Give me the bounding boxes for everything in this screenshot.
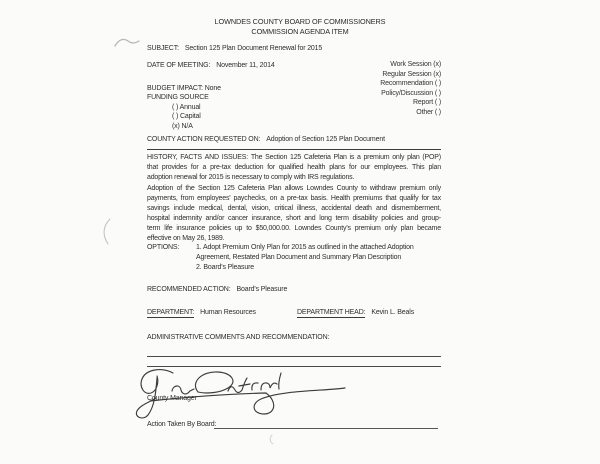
- funding-option-na: (x) N/A: [172, 122, 193, 130]
- subject-row: [147, 44, 322, 54]
- comment-blank-line-1: [147, 356, 441, 357]
- paragraph-line: Adoption of the Section 125 Cafeteria Plan allows Lowndes County to withdraw premium only: [147, 185, 441, 192]
- adoption-paragraph: [147, 184, 441, 244]
- department-value: Human Resources: [200, 309, 256, 316]
- budget-section: [147, 84, 221, 131]
- county-manager-title: County Manager: [147, 395, 197, 402]
- session-option-work: Work Session (x): [390, 61, 441, 68]
- option-line: Agreement, Restated Plan Document and Summary Plan Description: [196, 254, 402, 261]
- pen-mark-top: [114, 37, 140, 49]
- department-head-label: DEPARTMENT HEAD:: [297, 309, 366, 316]
- options-section: [147, 243, 441, 273]
- funding-source-label: FUNDING SOURCE: [147, 94, 209, 102]
- session-option-other: Other ( ): [416, 108, 441, 116]
- date-row: [147, 61, 275, 71]
- funding-option-annual: ( ) Annual: [172, 103, 201, 111]
- paragraph-line: payments, from employees' paychecks, on a pre-tax basis. Health premiums that qualify for tax: [147, 195, 441, 202]
- paragraph-line: hospital indemnity and/or cancer insurance, short and long term disability policies and group-: [147, 215, 441, 222]
- subject-label: SUBJECT:: [147, 45, 179, 52]
- county-action-value: Adoption of Section 125 Plan Document: [266, 136, 385, 143]
- action-taken-blank-line: [214, 428, 438, 429]
- options-list: [196, 243, 414, 273]
- document-subtitle: COMMISSION AGENDA ITEM: [251, 26, 349, 36]
- subject-value: Section 125 Plan Document Renewal for 2015: [184, 45, 323, 52]
- department-label: DEPARTMENT:: [147, 309, 195, 316]
- session-option-recommendation: Recommendation ( ): [380, 80, 441, 87]
- session-type-list: [380, 60, 441, 117]
- action-taken-label: Action Taken By Board:: [147, 421, 217, 428]
- pen-mark-left: [99, 218, 113, 246]
- paragraph-line: that provides for a pre-tax deduction for qualified health plans for our employees. This plan: [147, 164, 441, 171]
- date-label: DATE OF MEETING:: [147, 62, 211, 69]
- document-header: [0, 17, 600, 36]
- recommended-action-value: Board's Pleasure: [236, 286, 288, 293]
- budget-impact: BUDGET IMPACT: None: [147, 85, 221, 92]
- recommended-action-row: [147, 285, 287, 295]
- pen-mark-bottom: [266, 434, 278, 446]
- county-action-row: [147, 135, 441, 150]
- document-title: LOWNDES COUNTY BOARD OF COMMISSIONERS: [214, 17, 386, 26]
- paragraph-line: HISTORY, FACTS AND ISSUES: The Section 125 Cafeteria Plan is a premium only plan (POP): [147, 154, 441, 161]
- paragraph-line: effective on May 26, 1989.: [147, 235, 225, 242]
- admin-comments-label: ADMINISTRATIVE COMMENTS AND RECOMMENDATION:: [147, 334, 330, 341]
- session-option-policy: Policy/Discussion ( ): [381, 89, 441, 97]
- session-option-regular: Regular Session (x): [382, 70, 441, 78]
- option-line: 1. Adopt Premium Only Plan for 2015 as outlined in the attached Adoption: [196, 244, 414, 251]
- department-row: [147, 308, 441, 318]
- county-action-label: COUNTY ACTION REQUESTED ON:: [147, 136, 261, 143]
- date-value: November 11, 2014: [216, 62, 275, 69]
- recommended-action-label: RECOMMENDED ACTION:: [147, 286, 231, 293]
- paragraph-line: adoption renewal for 2015 is necessary to comply with IRS regulations.: [147, 174, 355, 181]
- session-option-report: Report ( ): [412, 99, 441, 106]
- options-label: OPTIONS:: [147, 244, 180, 251]
- department-head-group: [297, 308, 414, 318]
- option-line: 2. Board's Pleasure: [196, 264, 255, 271]
- paragraph-line: savings include medical, dental, vision, critical illness, accidental death and dismemberment,: [147, 205, 441, 212]
- funding-option-capital: ( ) Capital: [172, 113, 201, 121]
- history-paragraph: [147, 153, 441, 183]
- department-head-value: Kevin L. Beals: [371, 309, 415, 316]
- paragraph-line: term life insurance policies up to $50,000.00. Lowndes County's premium only plan became: [147, 225, 441, 232]
